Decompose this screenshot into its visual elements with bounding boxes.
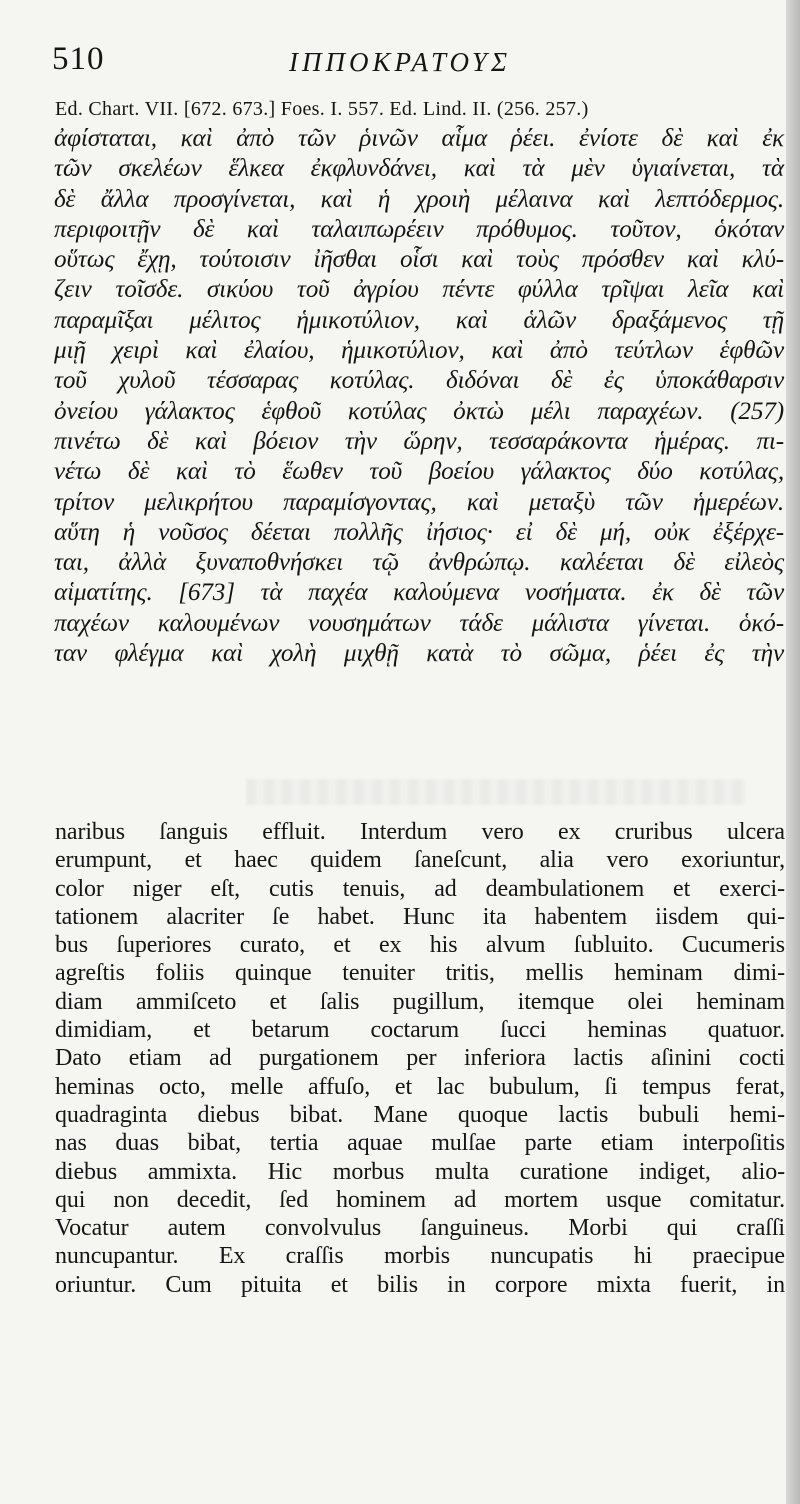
- greek-line: παραμῖξαι μέλιτος ἡμικοτύλιον, καὶ ἁλῶν δραξάμενος τῇ: [54, 306, 784, 334]
- greek-line: πινέτω δὲ καὶ βόειον τὴν ὥρην, τεσσαράκοντα ἡμέρας. πι-: [54, 427, 784, 455]
- greek-line: ζειν τοῖσδε. σικύου τοῦ ἀγρίου πέντε φύλλα τρῖψαι λεῖα καὶ: [54, 276, 784, 304]
- latin-line: nas duas bibat, tertia aquae mulſae parte etiam interpoſitis: [55, 1130, 785, 1157]
- latin-line: nuncupantur. Ex craſſis morbis nuncupatis hi praecipue: [55, 1243, 785, 1270]
- greek-text-block: [54, 124, 784, 669]
- latin-line: quadraginta diebus bibat. Mane quoque lactis bubuli hemi-: [55, 1101, 785, 1128]
- greek-line: παχέων καλουμένων νουσημάτων τάδε μάλιστα γίνεται. ὁκό-: [54, 609, 784, 637]
- latin-line: naribus ſanguis effluit. Interdum vero ex cruribus ulcera: [55, 819, 785, 845]
- greek-line: τοῦ χυλοῦ τέσσαρας κοτύλας. διδόναι δὲ ἐς ὑποκάθαρσιν: [54, 367, 784, 395]
- greek-line: οὕτως ἔχῃ, τούτοισιν ἰῆσθαι οἷσι καὶ τοὺς πρόσθεν καὶ κλύ-: [54, 246, 784, 274]
- latin-line: agreſtis foliis quinque tenuiter tritis, mellis heminam dimi-: [55, 960, 785, 987]
- greek-line: τῶν σκελέων ἕλκεα ἐκφλυνδάνει, καὶ τὰ μὲν ὑγιαίνεται, τὰ: [54, 155, 784, 183]
- page-number: 510: [52, 41, 105, 77]
- greek-line: ταν φλέγμα καὶ χολὴ μιχθῇ κατὰ τὸ σῶμα, ῥέει ἐς τὴν: [54, 640, 784, 668]
- page-gutter: [786, 0, 800, 1504]
- greek-line: μιῇ χειρὶ καὶ ἐλαίου, ἡμικοτύλιον, καὶ ἀπὸ τεύτλων ἑφθῶν: [54, 337, 784, 365]
- latin-line: diam ammiſceto et ſalis pugillum, itemque olei heminam: [55, 988, 785, 1015]
- greek-line: περιφοιτῇν δὲ καὶ ταλαιπωρέειν πρόθυμος. τοῦτον, ὁκόταν: [54, 215, 784, 243]
- latin-line: bus ſuperiores curato, et ex his alvum ſubluito. Cucumeris: [55, 932, 785, 959]
- greek-line: ἀφίσταται, καὶ ἀπὸ τῶν ῥινῶν αἷμα ῥέει. ἐνίοτε δὲ καὶ ἐκ: [54, 125, 784, 152]
- latin-line: Vocatur autem convolvulus ſanguineus. Morbi qui craſſi: [55, 1215, 785, 1242]
- latin-line: heminas octo, melle affuſo, et lac bubulum, ſi tempus ferat,: [55, 1073, 785, 1100]
- greek-line: ται, ἀλλὰ ξυναποθνήσκει τῷ ἀνθρώπῳ. καλέεται δὲ εἰλεὸς: [54, 549, 784, 577]
- latin-line: qui non decedit, ſed hominem ad mortem usque comitatur.: [55, 1186, 785, 1213]
- greek-line: νέτω δὲ καὶ τὸ ἕωθεν τοῦ βοείου γάλακτος δύο κοτύλας,: [54, 458, 784, 486]
- running-title: ΙΠΠΟΚΡΑΤΟΥΣ: [288, 47, 511, 77]
- show-through-text: [246, 779, 746, 805]
- latin-line: erumpunt, et haec quidem ſaneſcunt, alia vero exoriuntur,: [55, 847, 785, 874]
- latin-line: Dato etiam ad purgationem per inferiora lactis aſinini cocti: [55, 1045, 785, 1072]
- greek-line: αἱματίτης. [673] τὰ παχέα καλούμενα νοσήματα. ἐκ δὲ τῶν: [54, 579, 784, 607]
- latin-line: diebus ammixta. Hic morbus multa curatione indiget, alio-: [55, 1158, 785, 1185]
- latin-line: tationem alacriter ſe habet. Hunc ita habentem iisdem qui-: [55, 903, 785, 930]
- latin-line: dimidiam, et betarum coctarum ſucci heminas quatuor.: [55, 1017, 785, 1044]
- greek-line: δὲ ἄλλα προσγίνεται, καὶ ἡ χροιὴ μέλαινα καὶ λεπτόδερμος.: [54, 185, 784, 213]
- latin-line: oriuntur. Cum pituita et bilis in corpore mixta fuerit, in: [55, 1271, 785, 1298]
- latin-line: color niger eſt, cutis tenuis, ad deambulationem et exerci-: [55, 875, 785, 902]
- edition-reference: Ed. Chart. VII. [672. 673.] Foes. I. 557. Ed. Lind. II. (256. 257.): [55, 98, 589, 120]
- greek-line: αὕτη ἡ νοῦσος δέεται πολλῆς ἰήσιος· εἰ δὲ μή, οὐκ ἐξέρχε-: [54, 518, 784, 546]
- latin-text-block: [55, 818, 785, 1299]
- greek-line: τρίτον μελικρήτου παραμίσγοντας, καὶ μεταξὺ τῶν ἡμερέων.: [54, 488, 784, 516]
- greek-line: ὀνείου γάλακτος ἑφθοῦ κοτύλας ὀκτὼ μέλι παραχέων. (257): [54, 397, 784, 425]
